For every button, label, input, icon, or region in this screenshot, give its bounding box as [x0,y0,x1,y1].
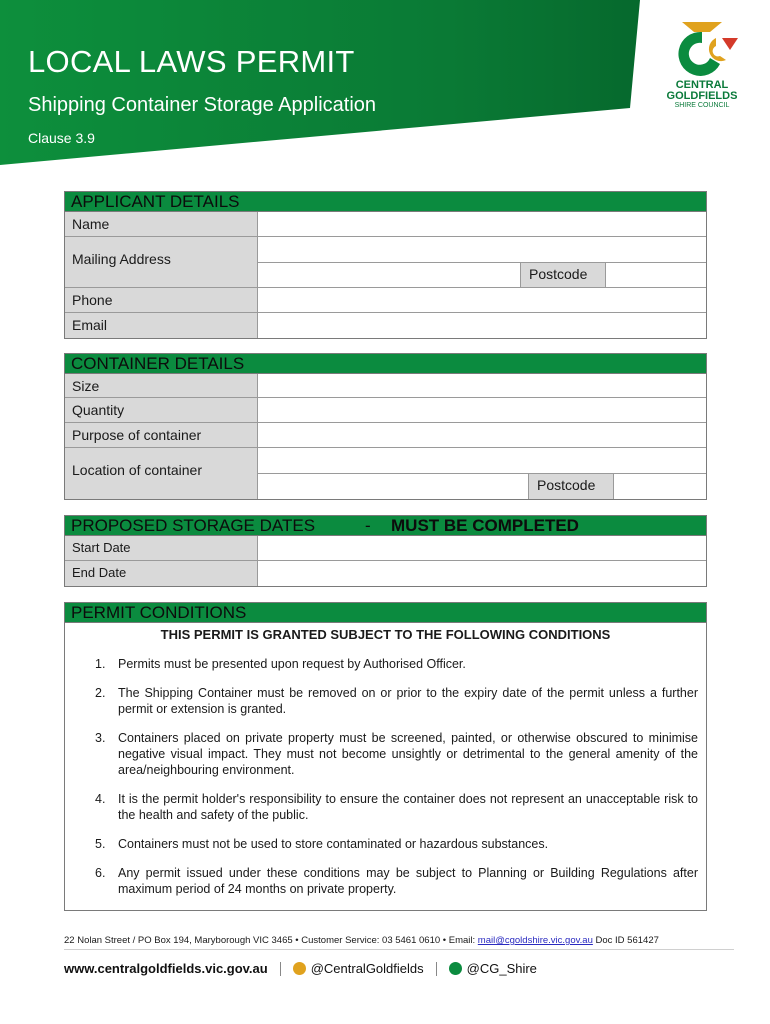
name-row [65,212,706,237]
location-line-1[interactable] [258,448,706,474]
list-item: 3. Containers placed on private property must be screened, painted, or otherwise obscured to minimise negative visual impact. They must not become unsightly or detrimental to the general amenity of the area/neighbouring environment. [95,731,698,777]
quantity-row [65,398,706,423]
list-item: 4. It is the permit holder's responsibility to ensure the container does not represent an unacceptable risk to the health and safety of the public. [95,792,698,822]
start-date-row [65,536,706,561]
list-item: 6. Any permit issued under these conditions may be subject to Planning or Building Regulations after maximum period of 24 months on private property. [95,866,698,896]
start-date-label: Start Date [65,536,258,560]
email-link[interactable]: mail@cgoldshire.vic.gov.au [477,935,593,946]
storage-dates-section [64,515,707,587]
banner-shape [0,0,640,170]
twitter-link[interactable]: @CG_Shire [449,961,537,976]
email-label: Email [65,313,258,338]
quantity-field[interactable] [258,398,706,422]
council-logo [660,18,750,118]
list-item: 1. Permits must be presented upon request by Authorised Officer. [95,657,466,671]
footer-contact: 22 Nolan Street / PO Box 194, Maryborough VIC 3465 • Customer Service: 03 5461 0610 • Email: mail@cgoldshire.vic.gov.au Doc ID 561427 [64,935,659,946]
container-details-section [64,353,707,500]
postcode-label: Postcode [520,263,606,288]
logo-wordmark: CENTRAL GOLDFIELDS [666,79,738,102]
applicant-details-section [64,191,707,339]
logo-mark-icon [660,18,744,78]
footer-divider [64,949,734,950]
website-link[interactable]: www.centralgoldfields.vic.gov.au [64,961,268,976]
address-label: Mailing Address [65,237,258,287]
phone-label: Phone [65,288,258,312]
list-item: 5. Containers must not be used to store contaminated or hazardous substances. [95,837,549,851]
conditions-title: THIS PERMIT IS GRANTED SUBJECT TO THE FOLLOWING CONDITIONS [160,627,611,642]
postcode-field[interactable] [606,263,706,288]
size-row [65,374,706,398]
address-line-1[interactable] [258,237,706,263]
address-field[interactable] [258,237,706,287]
email-field[interactable] [258,313,706,338]
postcode-field[interactable] [614,474,706,499]
heading-dash: - [365,516,371,535]
name-field[interactable] [258,212,706,236]
address-row [65,237,706,288]
divider [436,962,437,976]
section-heading: CONTAINER DETAILS [65,354,706,374]
page-subtitle: Shipping Container Storage Application [28,94,377,116]
logo-subtitle: SHIRE COUNCIL [674,102,730,109]
purpose-row [65,423,706,448]
location-line-2[interactable] [258,474,528,499]
clause-reference: Clause 3.9 [28,130,95,146]
footer-links [64,961,537,976]
start-date-field[interactable] [258,536,706,560]
purpose-field[interactable] [258,423,706,447]
postcode-label: Postcode [528,474,614,499]
location-row [65,448,706,499]
end-date-field[interactable] [258,561,706,586]
divider [280,962,281,976]
section-heading: PERMIT CONDITIONS [65,603,706,623]
location-label: Location of container [65,448,258,499]
conditions-list [65,642,706,918]
section-heading: PROPOSED STORAGE DATES - MUST BE COMPLETED [65,516,706,536]
email-row [65,313,706,338]
twitter-icon [449,962,462,975]
phone-row [65,288,706,313]
page-title: LOCAL LAWS PERMIT [28,44,355,79]
header-banner [0,0,640,170]
phone-field[interactable] [258,288,706,312]
size-label: Size [65,374,258,397]
quantity-label: Quantity [65,398,258,422]
must-complete-note: MUST BE COMPLETED [391,516,579,535]
facebook-link[interactable]: @CentralGoldfields [293,961,424,976]
end-date-row [65,561,706,586]
size-field[interactable] [258,374,706,397]
address-line-2[interactable] [258,263,520,288]
section-heading: APPLICANT DETAILS [65,192,706,212]
location-field[interactable] [258,448,706,499]
end-date-label: End Date [65,561,258,586]
purpose-label: Purpose of container [65,423,258,447]
permit-conditions-section [64,602,707,911]
name-label: Name [65,212,258,236]
facebook-icon [293,962,306,975]
list-item: 2. The Shipping Container must be removed on or prior to the expiry date of the permit unless a further permit or extension is granted. [95,686,698,716]
